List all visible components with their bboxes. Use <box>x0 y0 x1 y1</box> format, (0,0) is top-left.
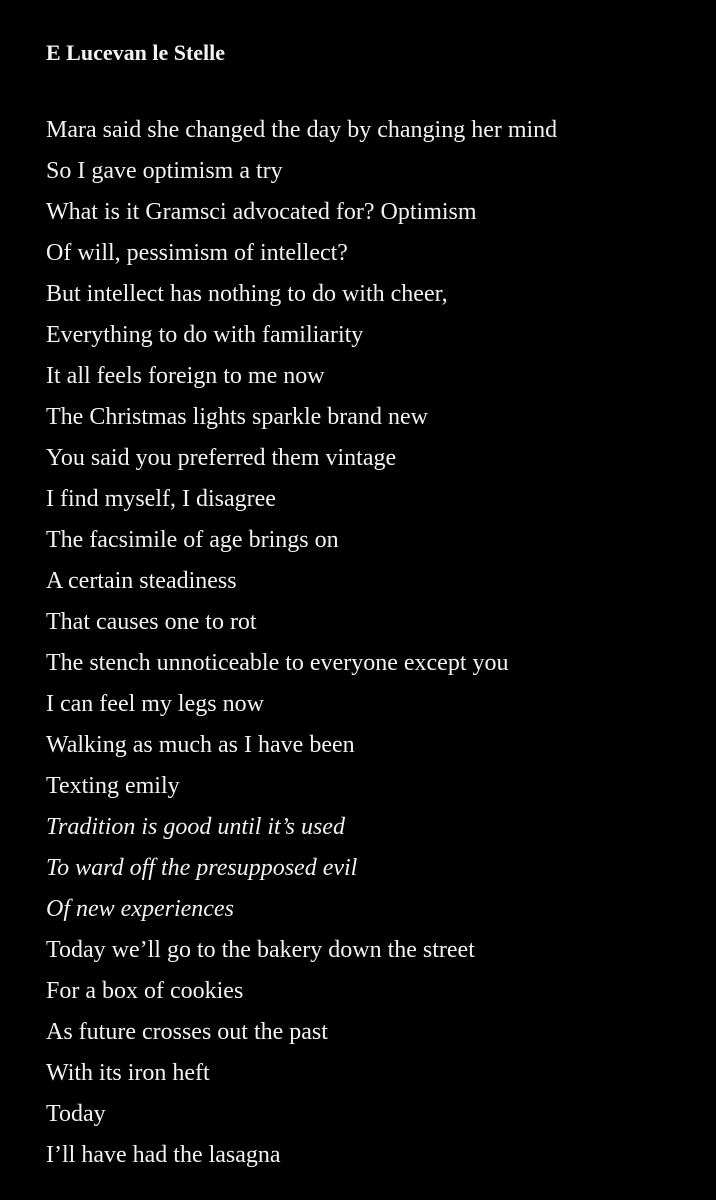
poem-line: The facsimile of age brings on <box>46 527 339 553</box>
poem-line: Walking as much as I have been <box>46 732 355 758</box>
poem-title: E Lucevan le Stelle <box>46 40 226 65</box>
poem-line: I can feel my legs now <box>46 691 264 717</box>
poem-line: The Christmas lights sparkle brand new <box>46 404 428 430</box>
poem-page <box>46 36 686 1176</box>
poem-line: Today we’ll go to the bakery down the street <box>46 937 475 963</box>
poem-line: But intellect has nothing to do with cheer, <box>46 281 448 307</box>
poem-body <box>46 110 686 1176</box>
poem-line: With its iron heft <box>46 1060 210 1086</box>
poem-line: What is it Gramsci advocated for? Optimism <box>46 199 477 225</box>
poem-line: Today <box>46 1101 106 1127</box>
poem-line: For a box of cookies <box>46 978 244 1004</box>
poem-line: I’ll have had the lasagna <box>46 1142 281 1168</box>
poem-line: Of new experiences <box>46 896 234 922</box>
poem-line: So I gave optimism a try <box>46 158 283 184</box>
poem-line: Everything to do with familiarity <box>46 322 364 348</box>
poem-line: As future crosses out the past <box>46 1019 328 1045</box>
poem-line: You said you preferred them vintage <box>46 445 397 471</box>
poem-line: Texting emily <box>46 773 180 799</box>
poem-line: The stench unnoticeable to everyone except you <box>46 650 509 676</box>
poem-line: I find myself, I disagree <box>46 486 276 512</box>
poem-line: Tradition is good until it’s used <box>46 814 345 840</box>
poem-line: Of will, pessimism of intellect? <box>46 240 348 266</box>
poem-line: That causes one to rot <box>46 609 257 635</box>
poem-line: To ward off the presupposed evil <box>46 855 358 881</box>
poem-line: A certain steadiness <box>46 568 237 594</box>
poem-line: Mara said she changed the day by changing her mind <box>46 117 558 143</box>
poem-line: It all feels foreign to me now <box>46 363 325 389</box>
